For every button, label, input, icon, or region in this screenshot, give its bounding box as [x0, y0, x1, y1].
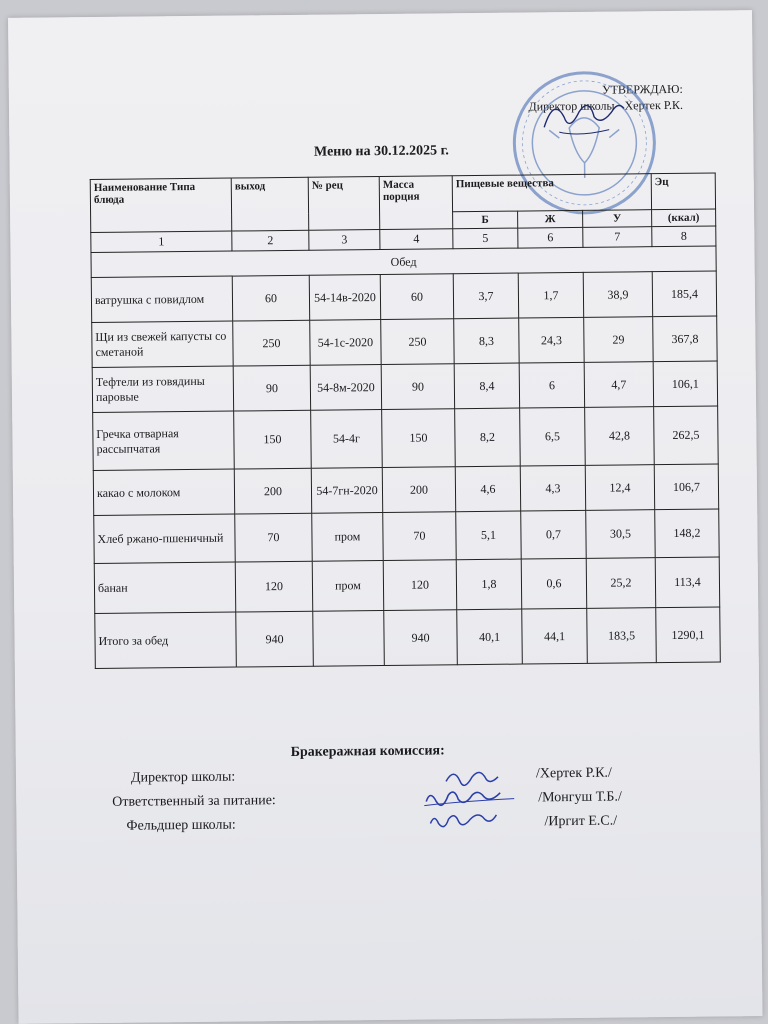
column-number: 3 — [309, 230, 380, 251]
dish-recipe: 54-7гн-2020 — [311, 468, 382, 514]
total-protein: 40,1 — [457, 609, 523, 665]
dish-name: банан — [94, 562, 236, 613]
header-protein: Б — [453, 211, 518, 229]
dish-carbs: 12,4 — [585, 465, 654, 511]
column-number: 7 — [583, 227, 652, 248]
commission-signatures — [416, 762, 547, 843]
dish-output: 250 — [233, 320, 310, 366]
commission-member — [16, 812, 760, 840]
dish-output: 60 — [232, 275, 309, 321]
table-row — [91, 271, 716, 323]
dish-recipe: 54-1с-2020 — [310, 320, 381, 366]
total-carbs: 183,5 — [587, 608, 657, 664]
header-energy: Эц — [651, 173, 715, 210]
dish-carbs: 30,5 — [586, 510, 655, 559]
dish-name: ватрушка с повидлом — [91, 276, 232, 322]
column-number: 1 — [91, 231, 232, 252]
dish-mass: 120 — [383, 560, 457, 611]
column-number: 5 — [453, 228, 518, 249]
member-role: Ответственный за питание: — [112, 793, 276, 810]
dish-mass: 250 — [381, 319, 454, 365]
header-nutrients: Пищевые вещества — [452, 174, 651, 212]
dish-name: Гречка отварная рассыпчатая — [93, 411, 235, 470]
header-name: Наименование Типа блюда — [90, 178, 232, 232]
member-name: /Иргит Е.С./ — [544, 813, 618, 830]
header-output: выход — [231, 177, 309, 231]
dish-fat: 4,3 — [520, 465, 585, 511]
dish-mass: 200 — [382, 467, 455, 513]
dish-protein: 8,2 — [455, 408, 521, 467]
dish-carbs: 29 — [584, 317, 653, 363]
dish-protein: 4,6 — [455, 466, 520, 512]
director-signature — [539, 91, 630, 142]
column-number: 4 — [380, 229, 453, 250]
header-mass: Масса порция — [379, 176, 453, 230]
dish-output: 70 — [235, 513, 312, 562]
column-number: 6 — [518, 227, 583, 248]
member-role: Директор школы: — [130, 769, 236, 786]
approval-label: УТВЕРЖДАЮ: — [602, 81, 683, 97]
menu-title: Меню на 30.12.2025 г. — [313, 143, 449, 160]
total-mass: 940 — [384, 610, 458, 666]
dish-energy: 367,8 — [653, 316, 717, 362]
dish-protein: 8,3 — [454, 318, 519, 364]
dish-recipe: пром — [312, 512, 383, 561]
header-energy-unit: (ккал) — [652, 209, 716, 227]
dish-name: Щи из свежей капусты со сметаной — [92, 321, 233, 367]
dish-name: какао с молоком — [93, 469, 234, 515]
commission-member — [16, 788, 760, 816]
dish-fat: 6 — [519, 362, 584, 408]
dish-mass: 60 — [380, 274, 453, 320]
dish-recipe: 54-4г — [311, 410, 383, 469]
approval-position: Директор школы — [528, 98, 615, 114]
commission-member — [16, 764, 760, 792]
dish-energy: 185,4 — [652, 271, 716, 317]
dish-energy: 106,7 — [654, 464, 718, 510]
dish-mass: 90 — [381, 364, 454, 410]
dish-fat: 0,6 — [521, 558, 587, 609]
dish-recipe: 54-8м-2020 — [310, 365, 381, 411]
dish-energy: 262,5 — [654, 406, 719, 465]
dish-fat: 0,7 — [521, 510, 586, 559]
dish-fat: 24,3 — [519, 317, 584, 363]
menu-table — [90, 172, 721, 669]
dish-recipe: пром — [312, 560, 384, 611]
dish-carbs: 42,8 — [585, 407, 655, 466]
dish-protein: 5,1 — [456, 511, 521, 560]
commission-heading: Бракеражная комиссия: — [290, 743, 445, 760]
dish-energy: 113,4 — [655, 557, 720, 608]
dish-carbs: 4,7 — [584, 362, 653, 408]
dish-protein: 3,7 — [453, 273, 518, 319]
dish-fat: 6,5 — [520, 407, 586, 466]
document-page — [8, 10, 762, 1024]
total-name: Итого за обед — [95, 612, 237, 668]
table-row — [94, 509, 719, 564]
column-number: 8 — [652, 226, 716, 247]
dish-name: Хлеб ржано-пшеничный — [94, 514, 235, 563]
table-row — [93, 464, 718, 516]
approval-name: Хертек Р.К. — [624, 97, 684, 113]
table-row — [94, 557, 719, 614]
total-row — [95, 607, 721, 669]
dish-recipe: 54-14в-2020 — [309, 275, 380, 321]
member-role: Фельдшер школы: — [126, 817, 236, 834]
dish-output: 120 — [235, 561, 313, 612]
section-title: Обед — [91, 246, 716, 278]
total-recipe — [313, 610, 385, 666]
dish-output: 90 — [233, 365, 310, 411]
dish-mass: 70 — [383, 512, 456, 561]
dish-protein: 1,8 — [456, 559, 522, 610]
member-name: /Монгуш Т.Б./ — [538, 789, 622, 806]
header-carbs: У — [583, 210, 652, 228]
dish-protein: 8,4 — [454, 363, 519, 409]
header-recipe: № рец — [308, 177, 380, 231]
dish-carbs: 25,2 — [586, 558, 656, 609]
dish-name: Тефтели из говядины паровые — [92, 366, 233, 412]
table-row — [92, 361, 717, 413]
header-fat: Ж — [518, 210, 583, 228]
member-name: /Хертек Р.К./ — [535, 765, 612, 782]
commission-block — [16, 740, 760, 764]
dish-mass: 150 — [382, 409, 456, 468]
table-row — [92, 316, 717, 368]
dish-energy: 106,1 — [653, 361, 717, 407]
dish-fat: 1,7 — [518, 272, 583, 318]
total-energy: 1290,1 — [656, 607, 721, 663]
dish-energy: 148,2 — [655, 509, 719, 558]
total-output: 940 — [236, 611, 314, 667]
total-fat: 44,1 — [522, 608, 588, 664]
table-row — [93, 406, 719, 471]
column-number: 2 — [232, 230, 309, 251]
dish-output: 200 — [234, 468, 311, 514]
dish-output: 150 — [234, 410, 312, 469]
dish-carbs: 38,9 — [583, 272, 652, 318]
